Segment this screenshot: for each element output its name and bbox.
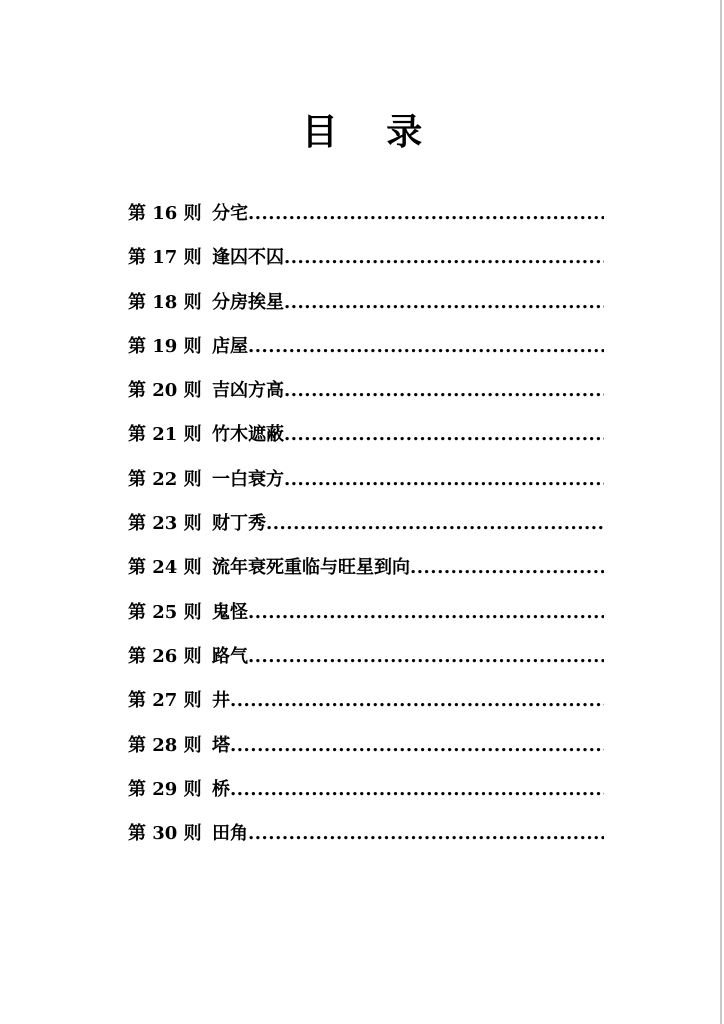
table-of-contents [128,192,604,856]
toc-dot-leader [248,325,604,369]
toc-entry [128,591,604,635]
toc-entry-title: 流年衰死重临与旺星到向 [212,557,410,579]
toc-entry [128,413,604,457]
toc-entry [128,502,604,546]
toc-entry-title: 塔 [212,734,230,756]
toc-entry-number: 第 30 则 [128,823,202,845]
toc-dot-leader [284,458,604,502]
toc-entry-number: 第 24 则 [128,557,202,579]
toc-entry-title: 竹木遮蔽 [212,424,284,446]
toc-dot-leader [230,768,604,812]
toc-dot-leader [230,724,604,768]
toc-entry-title: 田角 [212,823,248,845]
page-title: 目 录 [301,111,441,153]
toc-entry-title: 分房挨星 [212,291,284,313]
toc-dot-leader [284,369,604,413]
toc-dot-leader [230,679,604,723]
toc-entry [128,458,604,502]
toc-dot-leader [248,192,604,236]
toc-entry [128,546,604,590]
toc-entry [128,635,604,679]
toc-entry-number: 第 25 则 [128,601,202,623]
toc-entry [128,768,604,812]
toc-entry-title: 一白衰方 [212,468,284,490]
toc-entry-title: 逢囚不囚 [212,247,284,269]
toc-dot-leader [284,281,604,325]
toc-entry-title: 财丁秀 [212,513,266,535]
toc-entry-number: 第 16 则 [128,203,202,224]
toc-entry-number: 第 28 则 [128,734,202,756]
toc-entry-number: 第 19 则 [128,335,202,357]
toc-entry-number: 第 22 则 [128,468,202,490]
toc-entry [128,679,604,723]
toc-entry-number: 第 29 则 [128,778,202,800]
toc-entry [128,192,604,236]
toc-entry [128,812,604,856]
toc-entry-number: 第 26 则 [128,645,202,667]
toc-dot-leader [248,635,604,679]
toc-entry [128,325,604,369]
toc-entry-number: 第 23 则 [128,513,202,535]
toc-entry-number: 第 17 则 [128,247,202,269]
toc-dot-leader [410,546,604,590]
toc-entry [128,281,604,325]
toc-entry-number: 第 20 则 [128,380,202,402]
page-edge-divider [720,0,722,1024]
toc-dot-leader [284,413,604,457]
toc-entry-number: 第 21 则 [128,424,202,446]
toc-entry-title: 分宅 [212,203,248,224]
toc-entry-title: 桥 [212,778,230,800]
toc-dot-leader [248,591,604,635]
toc-entry-title: 井 [212,690,230,712]
toc-entry [128,724,604,768]
toc-entry-title: 吉凶方高 [212,380,284,402]
toc-entry [128,236,604,280]
toc-entry-number: 第 27 则 [128,690,202,712]
toc-entry [128,369,604,413]
toc-entry-title: 店屋 [212,335,248,357]
toc-dot-leader [248,812,604,856]
toc-entry-title: 鬼怪 [212,601,248,623]
toc-entry-number: 第 18 则 [128,291,202,313]
toc-dot-leader [266,502,604,546]
toc-dot-leader [284,236,604,280]
toc-entry-title: 路气 [212,645,248,667]
